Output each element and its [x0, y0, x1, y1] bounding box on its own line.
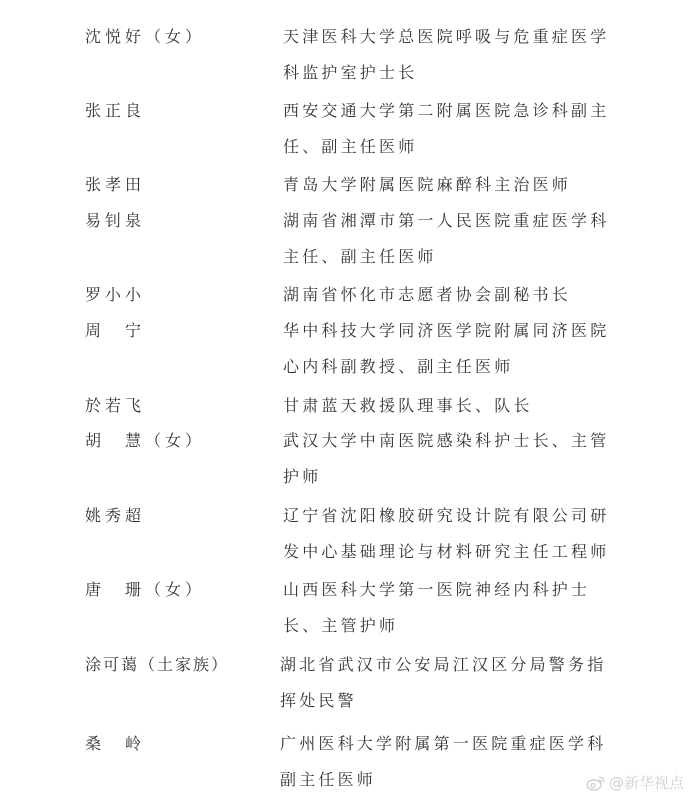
person-name: 涂可蔼（土家族）: [85, 655, 230, 674]
title-line: 青岛大学附属医院麻醉科主治医师: [283, 175, 572, 194]
title-line: 发中心基础理论与材料研究主任工程师: [283, 542, 610, 561]
title-line: 甘肃蓝天救援队理事长、队长: [283, 396, 533, 415]
title-line: 主任、副主任医师: [283, 247, 437, 266]
person-name: 桑 岭: [85, 734, 146, 753]
person-title: [283, 313, 613, 385]
person-title: [283, 388, 613, 424]
person-name: 张正良: [85, 101, 146, 120]
person-name: 易钊泉: [85, 211, 146, 230]
title-line: 副主任医师: [280, 770, 377, 789]
person-name: 胡 慧（女）: [85, 431, 206, 450]
person-title: [280, 726, 610, 798]
person-title: [283, 277, 613, 313]
watermark: [586, 772, 684, 793]
person-name: 周 宁: [85, 321, 146, 340]
title-line: 湖北省武汉市公安局江汉区分局警务指: [280, 655, 607, 674]
person-title: [283, 93, 613, 165]
title-line: 天津医科大学总医院呼吸与危重症医学: [283, 27, 610, 46]
person-name: 於若飞: [85, 396, 146, 415]
person-title: [283, 203, 613, 275]
person-title: [283, 572, 613, 644]
person-title: [283, 423, 613, 495]
person-title: [280, 647, 610, 719]
title-line: 西安交通大学第二附属医院急诊科副主: [283, 101, 610, 120]
title-line: 挥处民警: [280, 691, 357, 710]
title-line: 长、主管护师: [283, 616, 399, 635]
title-line: 湖南省湘潭市第一人民医院重症医学科: [283, 211, 610, 230]
watermark-text: @新华视点: [608, 774, 684, 792]
person-name: 张孝田: [85, 175, 146, 194]
title-line: 武汉大学中南医院感染科护士长、主管: [283, 431, 610, 450]
weibo-icon: [586, 775, 606, 791]
person-name: 罗小小: [85, 285, 146, 304]
title-line: 华中科技大学同济医学院附属同济医院: [283, 321, 610, 340]
person-title: [283, 167, 613, 203]
title-line: 科监护室护士长: [283, 63, 418, 82]
title-line: 山西医科大学第一医院神经内科护士: [283, 580, 591, 599]
person-name: 唐 珊（女）: [85, 580, 206, 599]
person-title: [283, 19, 613, 91]
person-name: 姚秀超: [85, 506, 146, 525]
title-line: 护师: [283, 467, 322, 486]
title-line: 心内科副教授、副主任医师: [283, 357, 514, 376]
person-title: [283, 498, 613, 570]
person-name: 沈悦好（女）: [85, 27, 206, 46]
title-line: 湖南省怀化市志愿者协会副秘书长: [283, 285, 572, 304]
title-line: 广州医科大学附属第一医院重症医学科: [280, 734, 607, 753]
title-line: 任、副主任医师: [283, 137, 418, 156]
title-line: 辽宁省沈阳橡胶研究设计院有限公司研: [283, 506, 610, 525]
